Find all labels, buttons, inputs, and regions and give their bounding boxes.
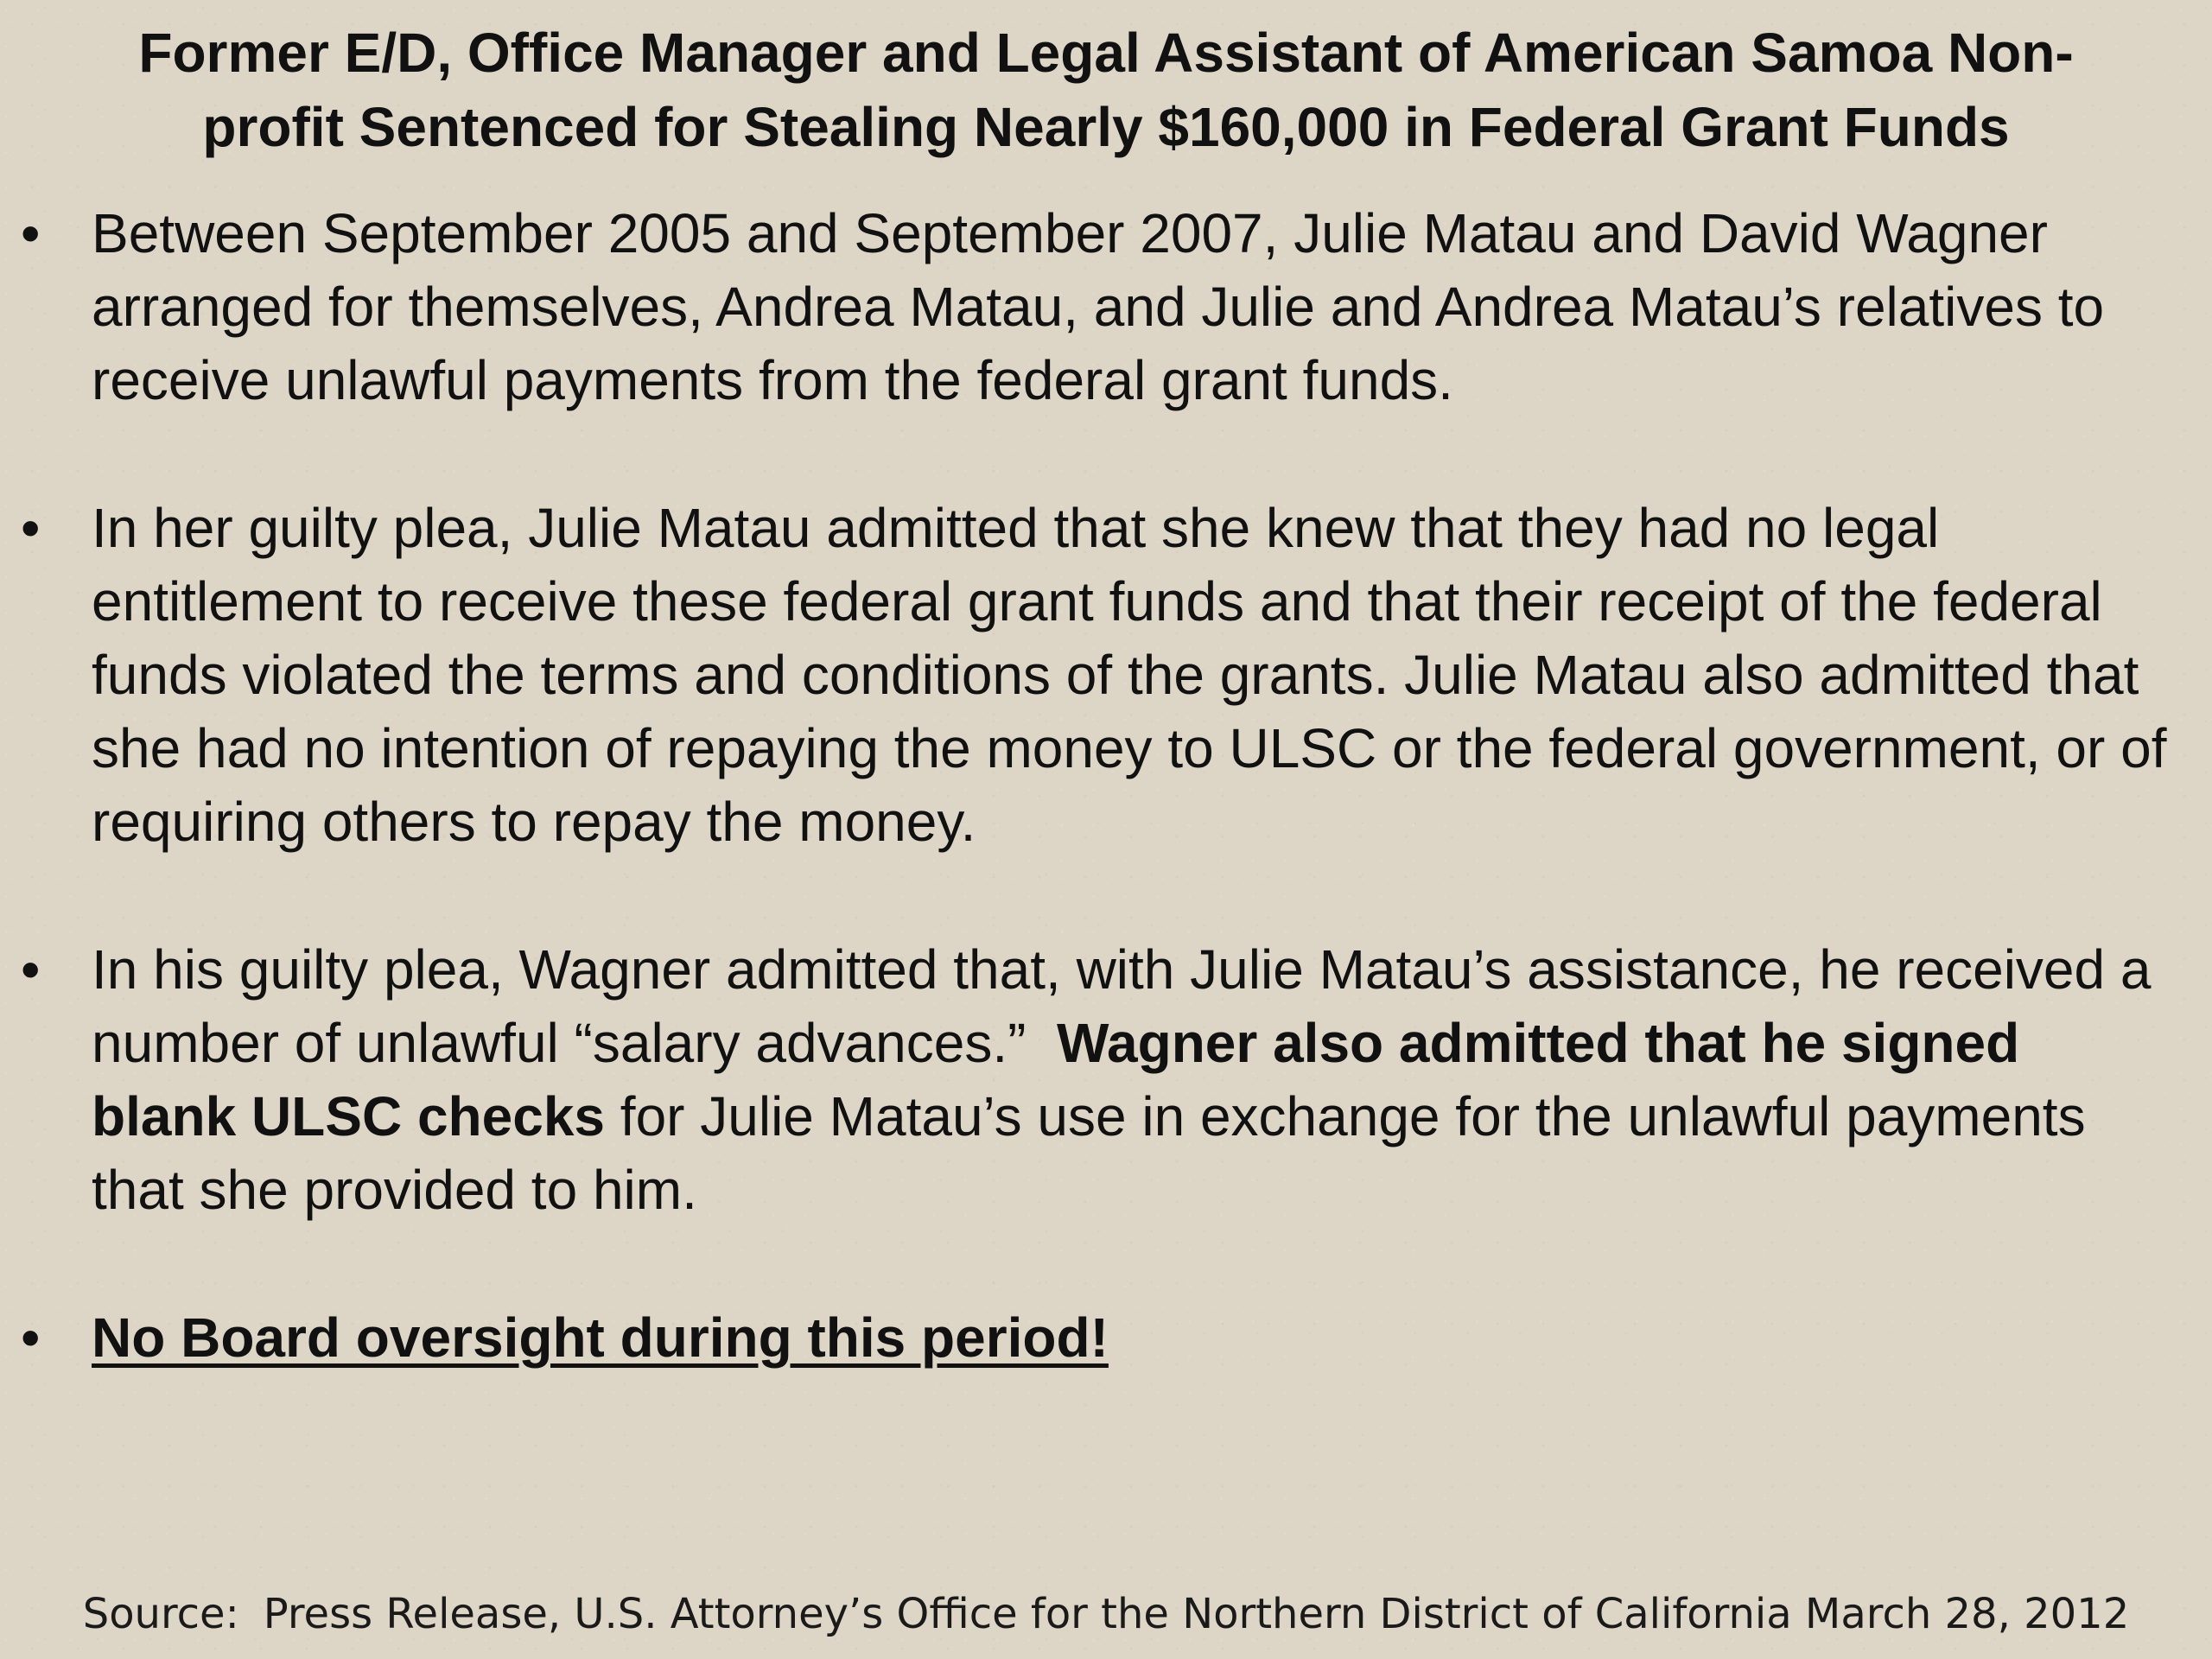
bullet-item-4 (0, 1301, 2212, 1375)
slide-title (17, 16, 2195, 164)
title-line-1: Former E/D, Office Manager and Legal Assistant of American Samoa Non- (138, 22, 2074, 84)
source-text: Press Release, U.S. Attorney’s Office for the Northern District of California March 28, 2012 (263, 1590, 2130, 1638)
bullet-dot-icon: • (21, 497, 41, 559)
title-line-2: profit Sentenced for Stealing Nearly $160,000 in Federal Grant Funds (202, 96, 2010, 158)
bullet-item-1 (0, 197, 2212, 417)
source-label: Source: (82, 1590, 239, 1638)
bullet-text-before: In his guilty plea, Wagner admitted that, with Julie Matau’s assistance, he received a number of unlawful “salary advances.” (92, 938, 2167, 1074)
bullet-dot-icon: • (21, 202, 41, 264)
bullet-text: In her guilty plea, Julie Matau admitted that she knew that they had no legal entitlement to receive these federal grant funds and that their receipt of the federal funds violated the terms and conditions of the grants. Julie Matau also admitted that she had no intention of repaying the money to ULSC or the federal government, or of requiring others to repay the money. (92, 497, 2167, 853)
bullet-list (0, 197, 2212, 1375)
bullet-item-3 (0, 933, 2212, 1227)
bullet-text: Between September 2005 and September 2007, Julie Matau and David Wagner arranged for themselves, Andrea Matau, and Julie and Andrea Matau’s relatives to receive unlawful payments from the federal grant funds. (92, 202, 2105, 411)
bullet-bold-text: Wagner also admitted that he signed blank ULSC checks (92, 1012, 2020, 1147)
bullet-emphasis-text: No Board oversight during this period! (92, 1306, 1109, 1369)
bullet-dot-icon: • (21, 1306, 41, 1369)
bullet-dot-icon: • (21, 938, 41, 1001)
source-citation (0, 1588, 2212, 1640)
bullet-item-2 (0, 492, 2212, 859)
bullet-text-after: for Julie Matau’s use in exchange for the unlawful payments that she provided to him. (92, 1085, 2086, 1221)
